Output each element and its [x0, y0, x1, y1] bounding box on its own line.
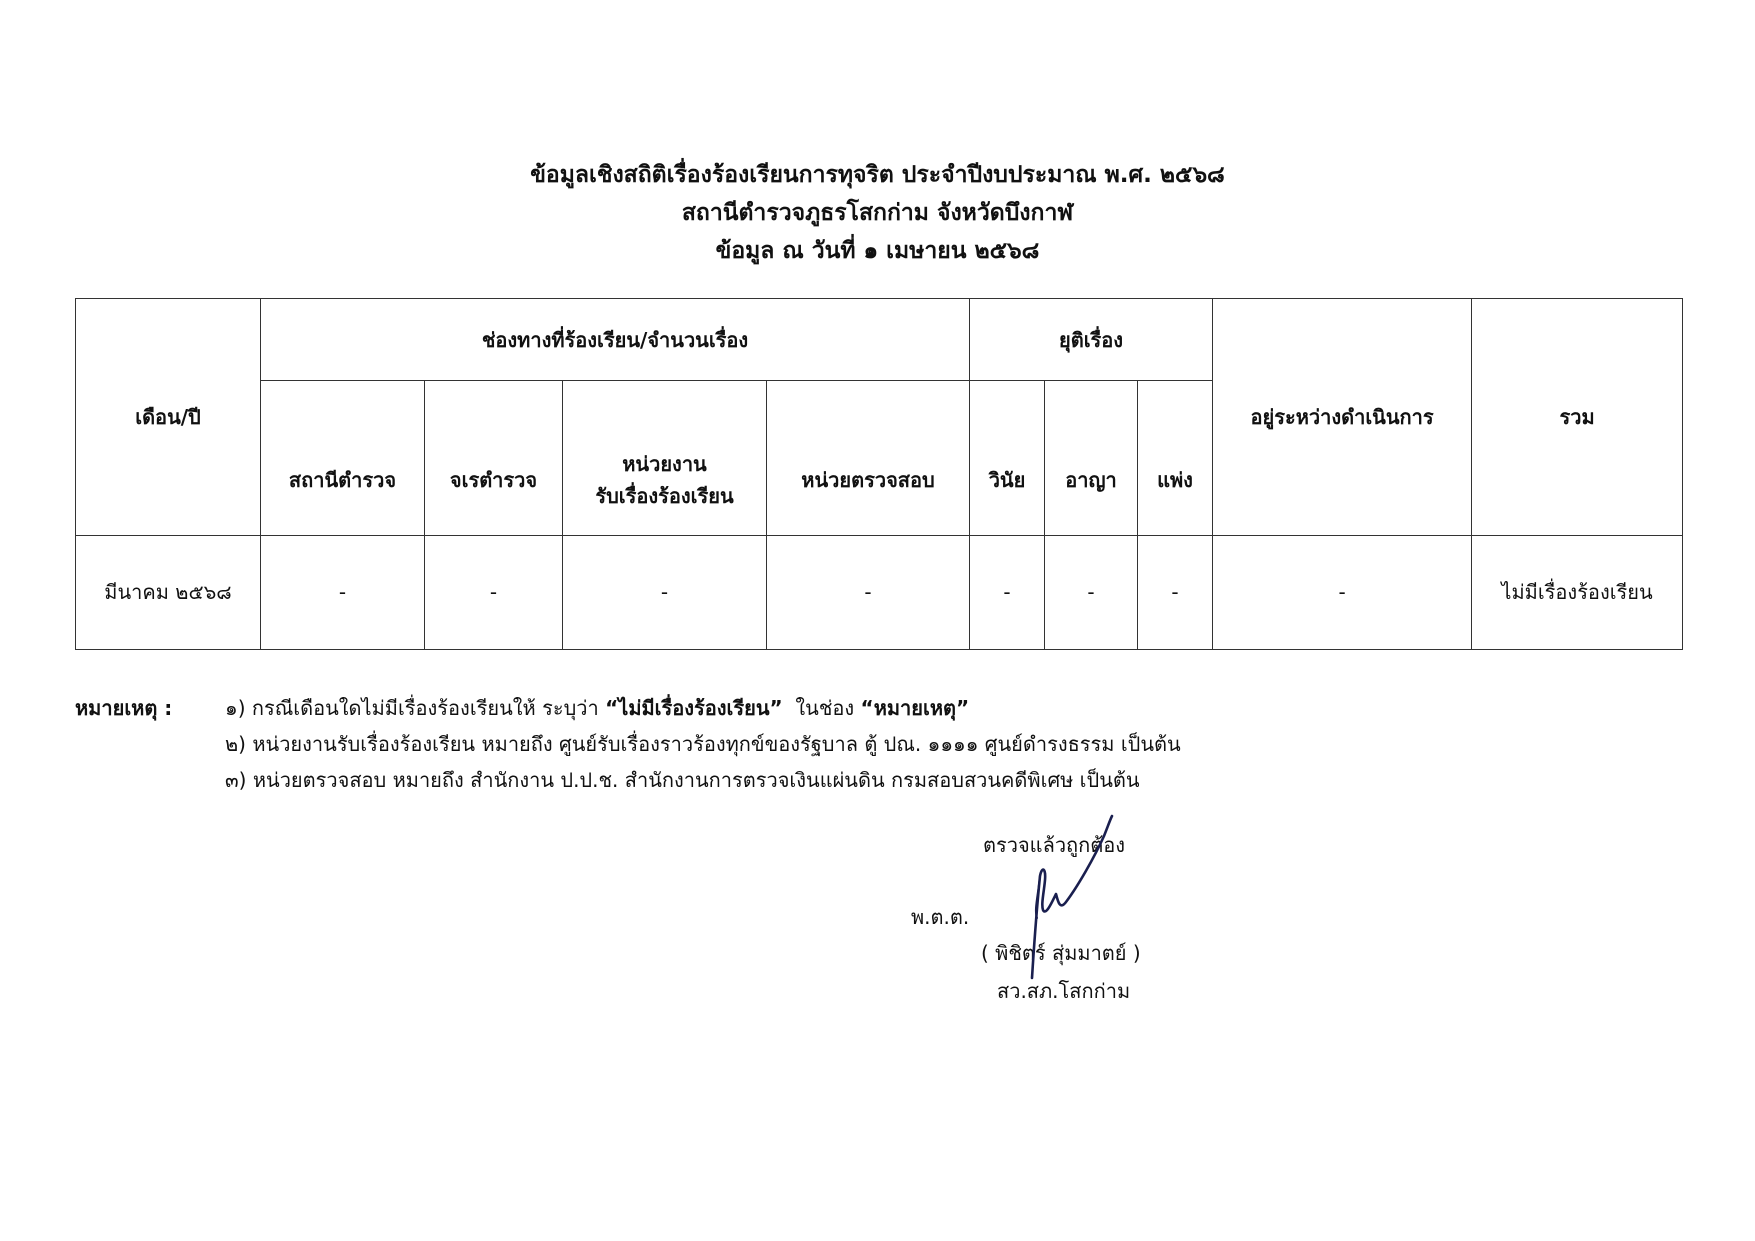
- cell-criminal: -: [1045, 535, 1138, 649]
- header-complaint-unit-line-2: รับเรื่องร้องเรียน: [595, 483, 734, 508]
- cell-month-year: มีนาคม ๒๕๖๘: [76, 535, 261, 649]
- document-title: [0, 156, 1755, 270]
- cell-audit-unit: -: [767, 535, 970, 649]
- header-month-year: เดือน/ปี: [76, 299, 261, 536]
- title-line-1: ข้อมูลเชิงสถิติเรื่องร้องเรียนการทุจริต ประจำปีงบประมาณ พ.ศ. ๒๕๖๘: [530, 162, 1225, 188]
- header-resolved-group: ยุติเรื่อง: [970, 299, 1213, 381]
- notes-list: [225, 690, 1425, 798]
- note-1-prefix: ๑) กรณีเดือนใดไม่มีเรื่องร้องเรียนให้ ระบุว่า: [225, 696, 606, 720]
- cell-complaint-unit: -: [563, 535, 767, 649]
- cell-civil: -: [1138, 535, 1213, 649]
- cell-police-station: -: [261, 535, 425, 649]
- handwritten-signature: [1010, 806, 1140, 986]
- header-complaint-unit: [563, 381, 767, 535]
- note-1-middle: ในช่อง: [782, 696, 861, 720]
- notes-label: หมายเหตุ :: [75, 696, 173, 720]
- title-line-2: สถานีตำรวจภูธรโสกก่าม จังหวัดบึงกาฬ: [681, 200, 1074, 226]
- table-row: [76, 535, 1683, 649]
- cell-discipline: -: [970, 535, 1045, 649]
- header-in-progress: อยู่ระหว่างดำเนินการ: [1213, 299, 1472, 536]
- header-police-station: สถานีตำรวจ: [261, 381, 425, 535]
- header-audit-unit: หน่วยตรวจสอบ: [767, 381, 970, 535]
- header-discipline: วินัย: [970, 381, 1045, 535]
- signer-name: ( พิชิตร์ สุ่มมาตย์ ): [981, 941, 1141, 965]
- title-line-3: ข้อมูล ณ วันที่ ๑ เมษายน ๒๕๖๘: [715, 238, 1040, 264]
- cell-in-progress: -: [1213, 535, 1472, 649]
- signature-stroke: [1032, 816, 1112, 978]
- note-3: ๓) หน่วยตรวจสอบ หมายถึง สำนักงาน ป.ป.ช. สำนักงานการตรวจเงินแผ่นดิน กรมสอบสวนคดีพิเศษ เป็นต้น: [225, 768, 1140, 792]
- rank-text: พ.ต.ต.: [911, 905, 970, 929]
- signer-position: สว.สภ.โสกก่าม: [997, 979, 1131, 1003]
- note-2: ๒) หน่วยงานรับเรื่องร้องเรียน หมายถึง ศูนย์รับเรื่องราวร้องทุกข์ของรัฐบาล ตู้ ปณ. ๑๑๑๑ ศูนย์ดำรงธรรม เป็นต้น: [225, 732, 1181, 756]
- note-1-bold-2: “หมายเหตุ”: [860, 696, 970, 720]
- header-total: รวม: [1472, 299, 1683, 536]
- complaint-statistics-table: [75, 298, 1683, 650]
- cell-police-patrol: -: [425, 535, 563, 649]
- cell-total: ไม่มีเรื่องร้องเรียน: [1472, 535, 1683, 649]
- header-criminal: อาญา: [1045, 381, 1138, 535]
- header-police-patrol: จเรตำรวจ: [425, 381, 563, 535]
- note-1: [225, 690, 1425, 726]
- header-complaint-unit-line-1: หน่วยงาน: [622, 451, 707, 476]
- header-civil: แพ่ง: [1138, 381, 1213, 535]
- verified-text: ตรวจแล้วถูกต้อง: [983, 833, 1126, 857]
- header-channels-group: ช่องทางที่ร้องเรียน/จำนวนเรื่อง: [261, 299, 970, 381]
- note-1-bold-1: “ไม่มีเรื่องร้องเรียน”: [605, 696, 783, 720]
